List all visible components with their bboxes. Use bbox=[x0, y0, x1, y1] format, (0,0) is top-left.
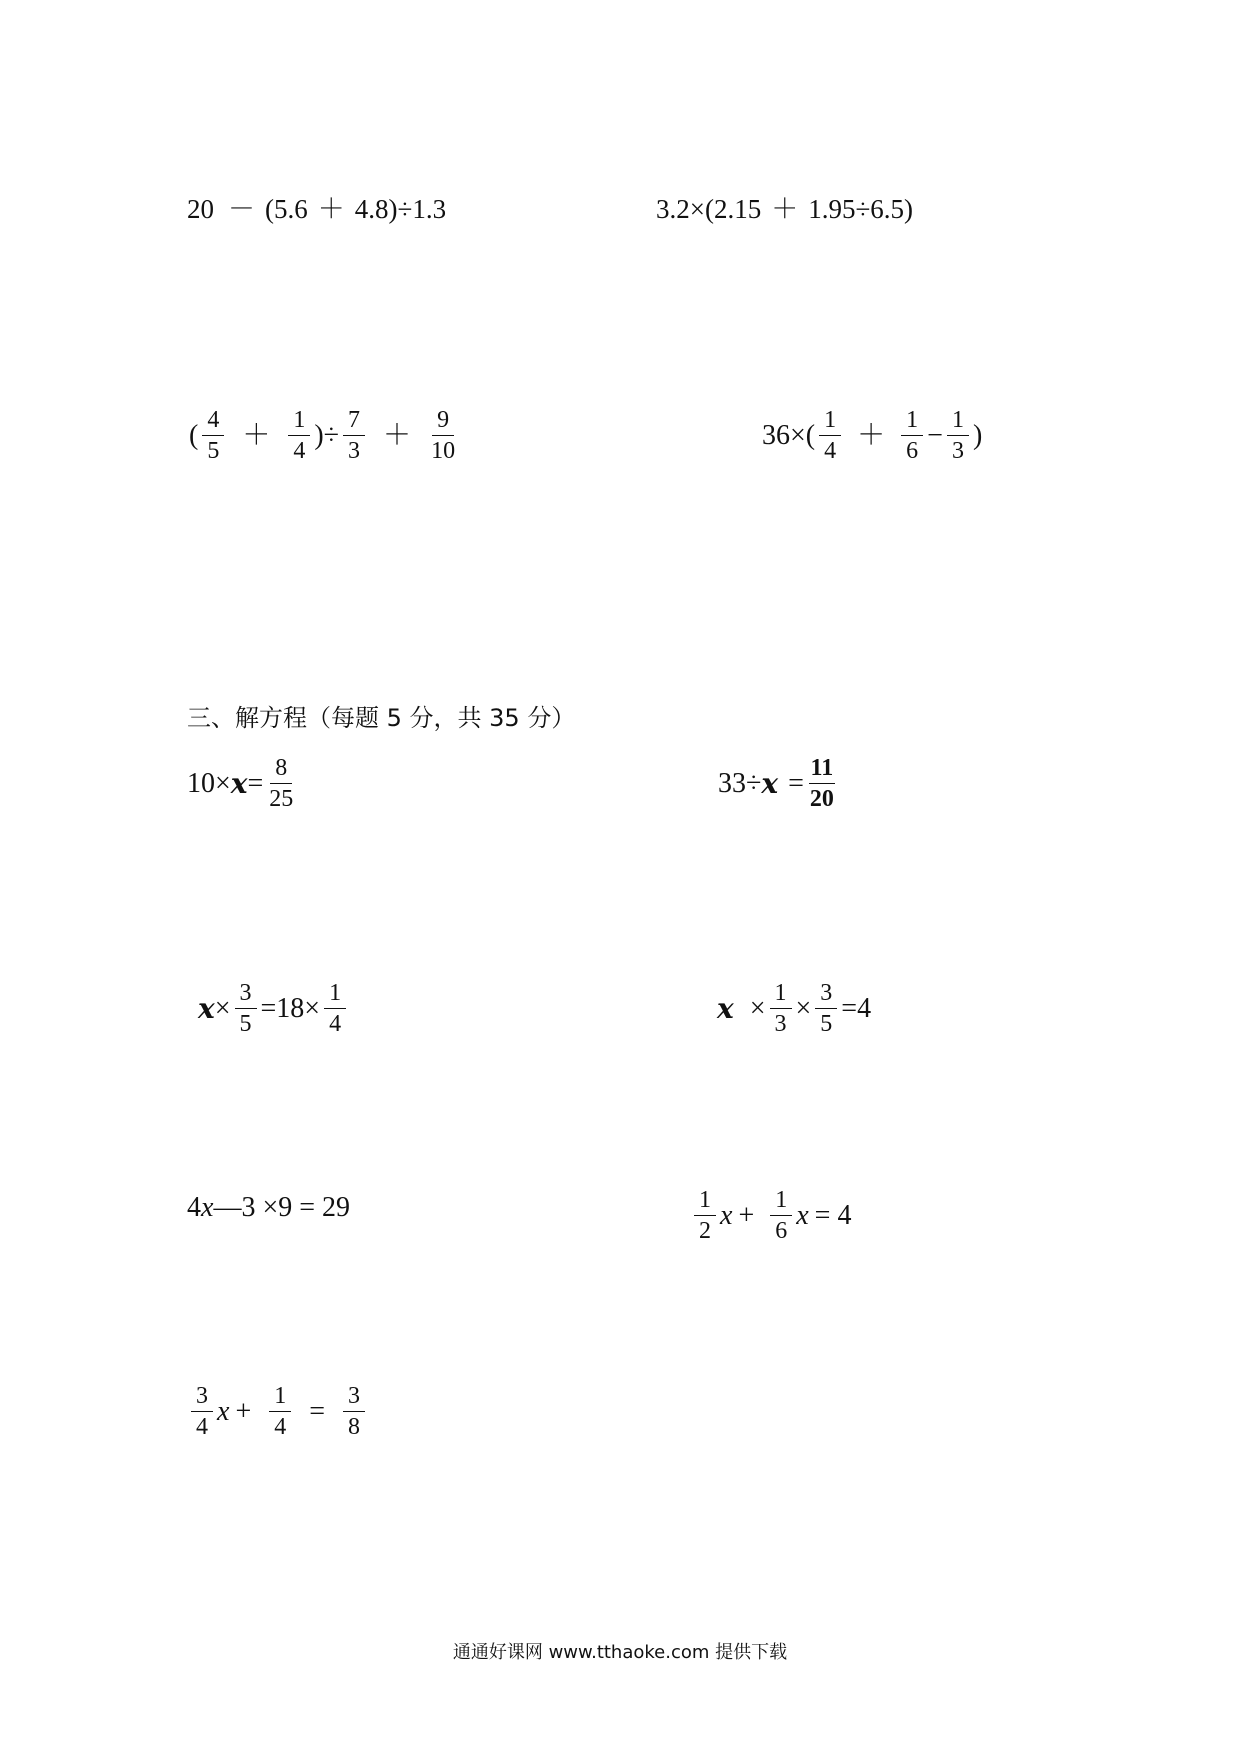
term: 10× bbox=[187, 767, 231, 799]
numerator: 3 bbox=[815, 981, 837, 1009]
fraction bbox=[267, 756, 295, 811]
numerator: 1 bbox=[770, 981, 792, 1009]
page-footer: 通通好课网 www.tthaoke.com 提供下载 bbox=[452, 1642, 788, 1663]
term: 3.2×(2.15 bbox=[656, 194, 762, 224]
denominator: 5 bbox=[820, 1011, 833, 1037]
calc-expression-4 bbox=[762, 408, 982, 463]
denominator: 4 bbox=[329, 1011, 342, 1037]
fraction bbox=[694, 1188, 716, 1243]
denominator: 2 bbox=[699, 1218, 711, 1244]
calc-expression-3 bbox=[189, 408, 461, 463]
fraction bbox=[770, 981, 792, 1036]
fraction bbox=[191, 1384, 213, 1439]
term: 20 bbox=[187, 194, 214, 224]
numerator: 1 bbox=[901, 408, 923, 436]
variable-x: x bbox=[717, 991, 734, 1025]
fraction bbox=[819, 408, 841, 463]
variable-x: x bbox=[796, 1199, 809, 1231]
plus-sign: ＋ bbox=[771, 194, 799, 224]
fraction bbox=[202, 408, 224, 463]
fraction bbox=[815, 981, 837, 1036]
plus-sign: + bbox=[738, 1199, 755, 1231]
fraction bbox=[269, 1384, 291, 1439]
open-paren: ( bbox=[189, 419, 199, 451]
equals-sign: = bbox=[309, 1395, 326, 1427]
variable-x: x bbox=[198, 991, 215, 1025]
denominator: 10 bbox=[431, 438, 456, 464]
numerator: 1 bbox=[819, 408, 841, 436]
times-sign: × bbox=[795, 992, 812, 1024]
denominator: 25 bbox=[269, 786, 294, 812]
equation-6 bbox=[690, 1188, 851, 1243]
equals-sign: = bbox=[247, 767, 264, 799]
denominator: 4 bbox=[274, 1414, 287, 1440]
denominator: 3 bbox=[348, 438, 361, 464]
term: = 4 bbox=[814, 1199, 852, 1231]
denominator: 6 bbox=[775, 1218, 788, 1244]
term: —3 ×9 = 29 bbox=[213, 1192, 351, 1223]
close-paren: ) bbox=[972, 419, 983, 451]
term: 4.8) bbox=[354, 194, 398, 224]
plus-sign: + bbox=[235, 1395, 252, 1427]
equation-2 bbox=[718, 756, 840, 811]
close-paren-divide: )÷ bbox=[314, 419, 340, 451]
term: 33÷ bbox=[718, 767, 762, 799]
equation-1 bbox=[187, 756, 299, 811]
denominator: 3 bbox=[774, 1011, 787, 1037]
denominator: 8 bbox=[348, 1414, 361, 1440]
numerator: 3 bbox=[235, 981, 257, 1009]
minus-sign: － bbox=[228, 194, 255, 224]
fraction bbox=[808, 756, 836, 811]
numerator: 1 bbox=[694, 1188, 716, 1216]
fraction bbox=[901, 408, 923, 463]
plus-sign: ＋ bbox=[242, 419, 271, 451]
plus-sign: ＋ bbox=[857, 419, 886, 451]
numerator: 11 bbox=[809, 756, 836, 784]
numerator: 1 bbox=[770, 1188, 792, 1216]
denominator: 3 bbox=[951, 438, 964, 464]
denominator: 6 bbox=[906, 438, 919, 464]
fraction bbox=[947, 408, 969, 463]
numerator: 3 bbox=[343, 1384, 365, 1412]
variable-x: x bbox=[761, 766, 779, 800]
denominator: 4 bbox=[196, 1414, 208, 1440]
numerator: 7 bbox=[343, 408, 365, 436]
numerator: 1 bbox=[947, 408, 969, 436]
fraction bbox=[770, 1188, 792, 1243]
numerator: 1 bbox=[324, 981, 346, 1009]
numerator: 9 bbox=[432, 408, 454, 436]
plus-sign: ＋ bbox=[383, 419, 412, 451]
term: (5.6 bbox=[265, 194, 308, 224]
equation-5 bbox=[187, 1194, 350, 1222]
variable-x: x bbox=[217, 1395, 230, 1427]
variable-x: x bbox=[230, 766, 248, 800]
minus-sign: − bbox=[927, 419, 943, 451]
denominator: 5 bbox=[239, 1011, 252, 1037]
denominator: 4 bbox=[293, 438, 306, 464]
term: 36×( bbox=[762, 419, 816, 451]
term: =4 bbox=[841, 992, 872, 1024]
calc-expression-2 bbox=[656, 196, 913, 223]
fraction bbox=[429, 408, 457, 463]
equation-7 bbox=[187, 1384, 369, 1439]
section-heading: 三、解方程（每题 5 分，共 35 分） bbox=[187, 704, 576, 732]
denominator: 4 bbox=[824, 438, 837, 464]
plus-sign: ＋ bbox=[317, 194, 345, 224]
denominator: 5 bbox=[207, 438, 220, 464]
numerator: 4 bbox=[202, 408, 224, 436]
numerator: 1 bbox=[269, 1384, 291, 1412]
numerator: 1 bbox=[288, 408, 310, 436]
term: =18× bbox=[260, 992, 321, 1024]
fraction bbox=[343, 408, 365, 463]
equation-4 bbox=[717, 981, 871, 1036]
times-sign: × bbox=[214, 992, 231, 1024]
calc-expression-1 bbox=[187, 196, 446, 223]
equation-3 bbox=[198, 981, 350, 1036]
denominator: 20 bbox=[809, 786, 834, 812]
term: 1.95÷6.5) bbox=[808, 194, 914, 224]
term: ÷1.3 bbox=[397, 194, 447, 224]
fraction bbox=[235, 981, 257, 1036]
variable-x: x bbox=[201, 1192, 214, 1223]
equals-sign: = bbox=[788, 767, 804, 799]
fraction bbox=[324, 981, 346, 1036]
times-sign: × bbox=[749, 992, 766, 1024]
fraction bbox=[288, 408, 310, 463]
coefficient: 4 bbox=[187, 1192, 201, 1223]
variable-x: x bbox=[720, 1199, 733, 1231]
numerator: 3 bbox=[191, 1384, 213, 1412]
fraction bbox=[343, 1384, 365, 1439]
numerator: 8 bbox=[270, 756, 292, 784]
